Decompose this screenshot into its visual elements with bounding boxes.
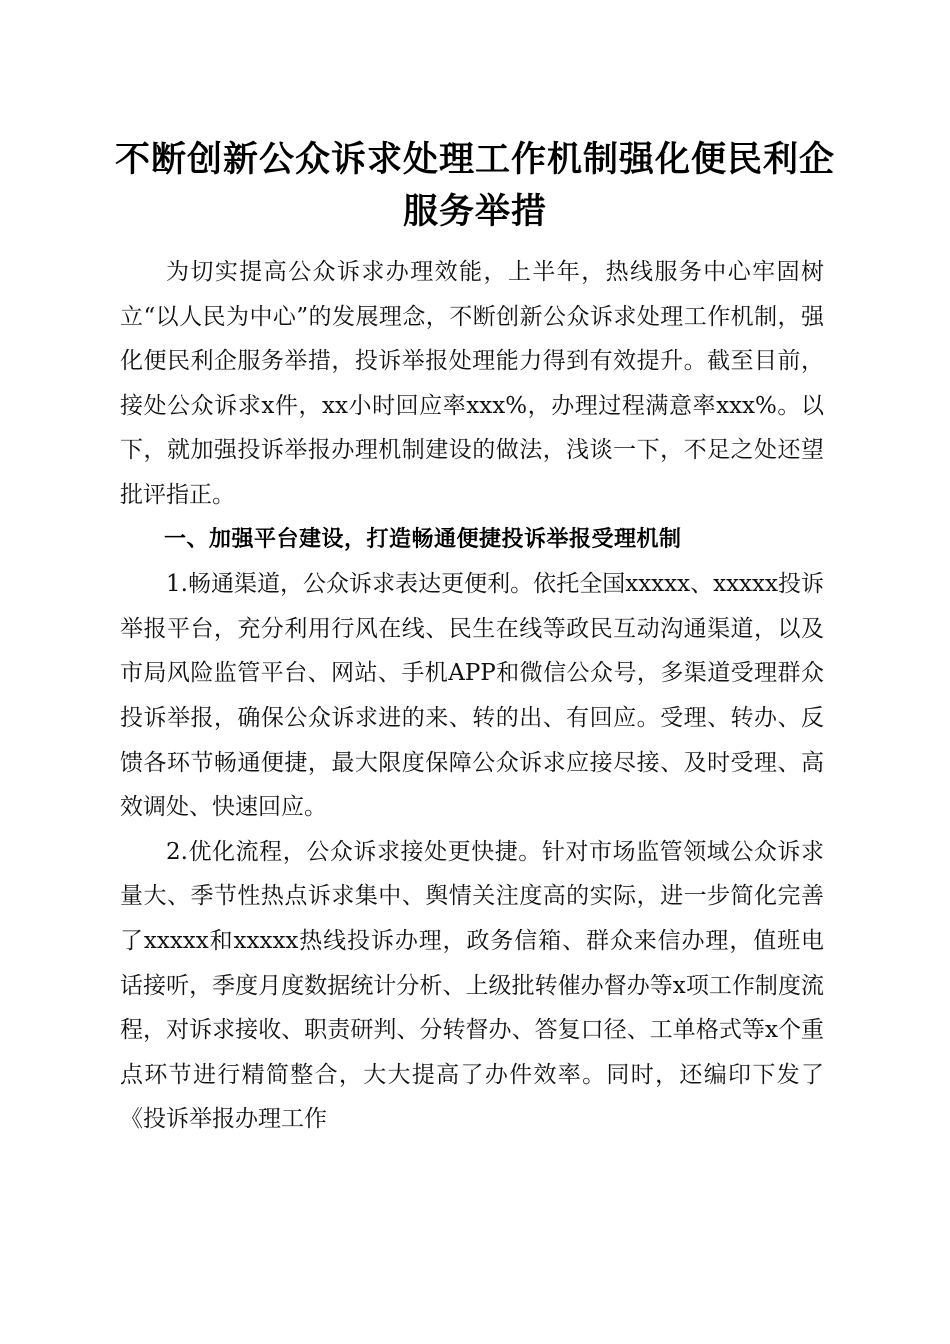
- body-paragraph-1: 1.畅通渠道，公众诉求表达更便利。依托全国xxxxx、xxxxx投诉举报平台，充分利用行风在线、民生在线等政民互动沟通渠道，以及市局风险监管平台、网站、手机APP和微信公众号，多渠道受理群众投诉举报，确保公众诉求进的来、转的出、有回应。受理、转办、反馈各环节畅通便捷，最大限度保障公众诉求应接尽接、及时受理、高效调处、快速回应。: [120, 571, 824, 821]
- document-body: [120, 250, 824, 1142]
- document-title: 不断创新公众诉求处理工作机制强化便民利企服务举措: [114, 139, 835, 232]
- intro-paragraph: 为切实提高公众诉求办理效能，上半年，热线服务中心牢固树立“以人民为中心”的发展理念，不断创新公众诉求处理工作机制，强化便民利企服务举措，投诉举报处理能力得到有效提升。截至目前，接处公众诉求x件，xx小时回应率xxx%，办理过程满意率xxx%。以下，就加强投诉举报办理机制建设的做法，浅谈一下，不足之处还望批评指正。: [120, 259, 824, 508]
- section-heading: 一、加强平台建设，打造畅通便捷投诉举报受理机制: [164, 526, 682, 552]
- body-paragraph-2: 2.优化流程，公众诉求接处更快捷。针对市场监管领域公众诉求量大、季节性热点诉求集中、舆情关注度高的实际，进一步简化完善了xxxxx和xxxxx热线投诉办理，政务信箱、群众来信办理，值班电话接听，季度月度数据统计分析、上级批转催办督办等x项工作制度流程，对诉求接收、职责研判、分转督办、答复口径、工单格式等x个重点环节进行精简整合，大大提高了办件效率。同时，还编印下发了《投诉举报办理工作: [120, 838, 824, 1133]
